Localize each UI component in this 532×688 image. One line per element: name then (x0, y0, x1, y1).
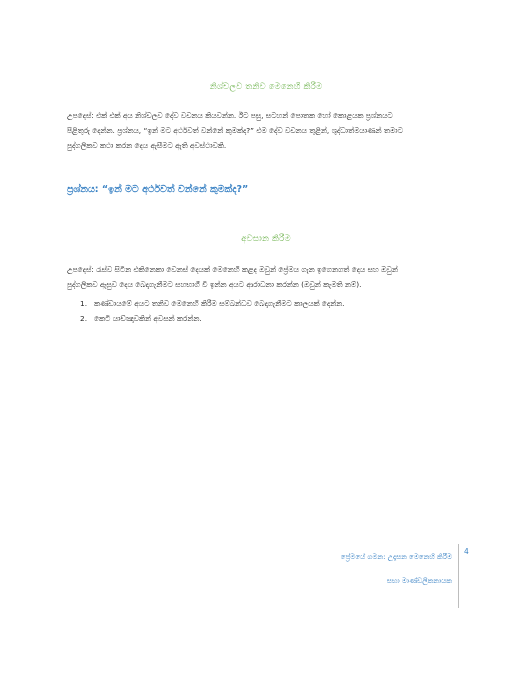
question-label: ප්‍රශ්නය: (67, 184, 99, 195)
list-item (67, 311, 467, 326)
instruction-line: පිළිතුරු දෙන්න. ප්‍රශ්නය, “ඉන් මට අර්ථවත් වන්නේ කුමක්ද?” එම දේව වචනය තුළින්, ශුද්ධාත්මයාණන් තමාට (67, 126, 403, 135)
section-heading-silent-meditation: නිශ්චලව තනිව මෙනෙහි කිරීම (209, 82, 323, 92)
footer-subtitle: සභා මාණ්ඩලිකනායක (386, 577, 452, 585)
page-number: 4 (464, 547, 469, 556)
page-footer (252, 545, 452, 593)
footer-divider (458, 544, 459, 608)
instruction-line: පුද්ගලිකව කථා කරන දෙය ඇසීමට ඇති අවස්ථාවකි. (67, 141, 227, 150)
section-heading-closing: අවසාන කිරීම (241, 234, 291, 244)
question-text: “ඉන් මට අර්ථවත් වන්නේ කුමක්ද?” (101, 184, 249, 195)
footer-title: ප්‍රේමයේ ගමන: උදෑසන මෙනෙහි කිරීම (340, 553, 452, 561)
closing-steps-list (67, 296, 467, 326)
list-item-text: කණ්ඩායමේ අයට තනිව මෙනෙහි කිරීම සම්බන්ධව බෙදාගැනීමට කාලයක් දෙන්න. (94, 299, 345, 308)
list-item-text: කෙටි යාච්ඤාවකින් අවසන් කරන්න. (94, 314, 202, 323)
question-line (67, 184, 248, 195)
instruction-line: උපදෙස්: රැස්ව සිටින එකිනෙකා වෙනස් දෙයක් මෙනෙහි කළද ඔවුන් ප්‍රේමය ගැන ඉගෙනගත් දෙය සහ ඔවුන් (67, 265, 398, 274)
list-item-number: 1. (80, 299, 88, 308)
list-item-number: 2. (80, 314, 88, 323)
instruction-paragraph-1 (67, 108, 467, 153)
instruction-paragraph-2 (67, 262, 467, 292)
list-item (67, 296, 467, 311)
instruction-line: පුද්ගලිකව ඇසුව දෙය බෙදාගැනීමට සහභාගී වී ඉන්න අයට ආරාධනා කරන්න (ඔවුන් කැමති නම්). (67, 280, 362, 289)
instruction-line: උපදෙස්: එක් එක් අය නිශ්චලව දේව වචනය කියවන්න. ඊට පසු, සටහන් පොතක හෝ කොළයක ප්‍රශ්නයට (67, 111, 393, 120)
